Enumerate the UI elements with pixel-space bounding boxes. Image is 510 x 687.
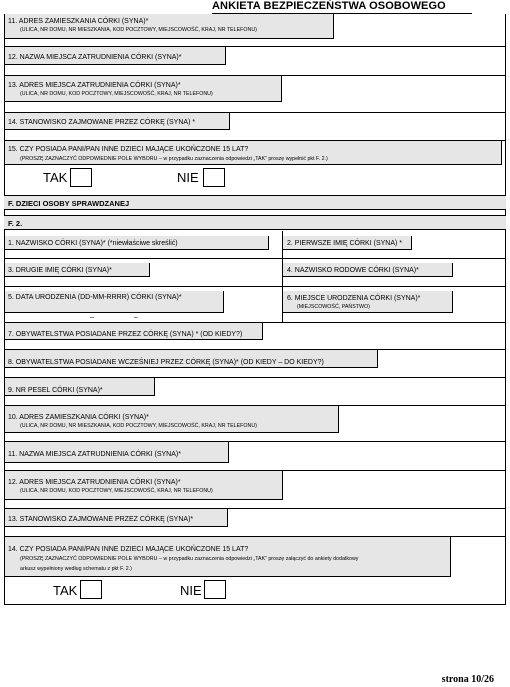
f2-q14-sublabel-1: (PROSZĘ ZAZNACZYĆ ODPOWIEDNIE POLE WYBORU – w przypadku zaznaczenia odpowiedzi „TAK” proszę załączyć do ankiety dodatkowy [20, 556, 359, 562]
f2-q7-label: 7. OBYWATELSTWA POSIADANE PRZEZ CÓRKĘ (SYNA) * (OD KIEDY?) [8, 331, 243, 338]
q11-label: 11. ADRES ZAMIESZKANIA CÓRKI (SYNA)* [8, 18, 149, 25]
q13-label: 13. ADRES MIEJSCA ZATRUDNIENIA CÓRKI (SYNA)* [8, 82, 181, 89]
q12-label: 12. NAZWA MIEJSCA ZATRUDNIENIA CÓRKI (SYNA)* [8, 54, 182, 61]
f2-q9-label: 9. NR PESEL CÓRKI (SYNA)* [8, 387, 103, 394]
f2-q5-label: 5. DATA URODZENIA (DD-MM-RRRR) CÓRKI (SYNA)* [8, 294, 182, 301]
f2-q1-label: 1. NAZWISKO CÓRKI (SYNA)* (*niewłaściwe skreślić) [8, 240, 178, 247]
q11-sublabel: (ULICA, NR DOMU, NR MIESZKANIA, KOD POCZTOWY, MIEJSCOWOŚĆ, KRAJ, NR TELEFONU) [20, 27, 257, 33]
f2-q3-label: 3. DRUGIE IMIĘ CÓRKI (SYNA)* [8, 267, 112, 274]
f2-q11-label: 11. NAZWA MIEJSCA ZATRUDNIENIA CÓRKI (SYNA)* [8, 451, 181, 458]
section-f-header [4, 195, 506, 210]
q15-label: 15. CZY POSIADA PANI/PAN INNE DZIECI MAJĄCE UKOŃCZONE 15 LAT? [8, 146, 249, 153]
f2-q12-label: 12. ADRES MIEJSCA ZATRUDNIENIA CÓRKI (SYNA)* [8, 479, 181, 486]
q13-sublabel: (ULICA, NR DOMU, KOD POCZTOWY, MIEJSCOWOŚĆ, KRAJ, NR TELEFONU) [20, 91, 213, 97]
section-f2-header [4, 215, 506, 230]
page-header-title: ANKIETA BEZPIECZEŃSTWA OSOBOWEGO [212, 0, 446, 12]
section-f2-title: F. 2. [8, 219, 23, 228]
f2-q14-tak-label: TAK [53, 583, 78, 598]
f2-q12-sublabel: (ULICA, NR DOMU, KOD POCZTOWY, MIEJSCOWOŚĆ, KRAJ, NR TELEFONU) [20, 488, 213, 494]
q14-label: 14. STANOWISKO ZAJMOWANE PRZEZ CÓRKĘ (SYNA) * [8, 119, 196, 126]
section-f-title: F. DZIECI OSOBY SPRAWDZANEJ [8, 199, 130, 208]
q15-nie-label: NIE [177, 170, 199, 185]
date-separator-1: – [90, 314, 94, 321]
f2-q14-label: 14. CZY POSIADA PANI/PAN INNE DZIECI MAJĄCE UKOŃCZONE 15 LAT? [8, 546, 249, 553]
f2-q6-sublabel: (MIEJSCOWOŚĆ, PAŃSTWO) [297, 304, 370, 310]
f2-q4-label: 4. NAZWISKO RODOWE CÓRKI (SYNA)* [287, 267, 419, 274]
form-bottom-rule [4, 604, 506, 605]
f2-q14-sublabel-2: arkusz wypełniony według schematu z pkt F. 2.) [20, 566, 132, 572]
divider [4, 286, 506, 287]
q15-nie-checkbox[interactable] [203, 168, 225, 187]
q15-sublabel: (PROSZĘ ZAZNACZYĆ ODPOWIEDNIE POLE WYBORU – w przypadku zaznaczenia odpowiedzi „TAK” proszę wypełnić pkt F. 2.) [20, 156, 328, 162]
f2-q8-label: 8. OBYWATELSTWA POSIADANE WCZEŚNIEJ PRZEZ CÓRKĘ (SYNA)* (OD KIEDY – DO KIEDY?) [8, 359, 324, 366]
f2-q13-label: 13. STANOWISKO ZAJMOWANE PRZEZ CÓRKĘ (SYNA)* [8, 516, 194, 523]
divider [4, 258, 506, 259]
f2-q14-nie-checkbox[interactable] [204, 580, 226, 599]
f2-q14-nie-label: NIE [180, 583, 202, 598]
f2-q6-label: 6. MIEJSCE URODZENIA CÓRKI (SYNA)* [287, 295, 421, 302]
q15-tak-checkbox[interactable] [70, 168, 92, 187]
page-number: strona 10/26 [441, 674, 494, 685]
f2-q14-tak-checkbox[interactable] [80, 580, 102, 599]
q15-tak-label: TAK [43, 170, 68, 185]
f2-q2-label: 2. PIERWSZE IMIĘ CÓRKI (SYNA) * [287, 240, 403, 247]
f2-q10-sublabel: (ULICA, NR DOMU, NR MIESZKANIA, KOD POCZTOWY, MIEJSCOWOŚĆ, KRAJ, NR TELEFONU) [20, 423, 257, 429]
date-separator-2: – [134, 314, 138, 321]
f2-q10-label: 10. ADRES ZAMIESZKANIA CÓRKI (SYNA)* [8, 414, 149, 421]
